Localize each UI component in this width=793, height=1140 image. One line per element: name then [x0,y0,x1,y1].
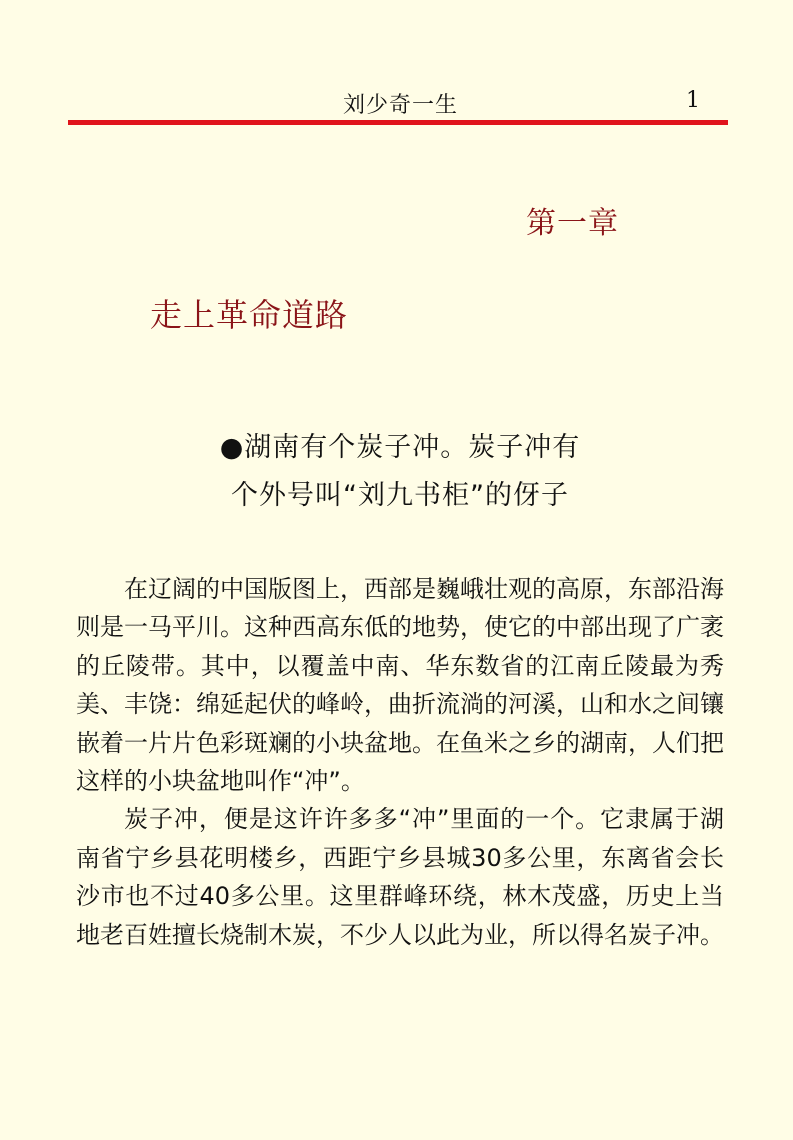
section-heading [150,424,650,520]
chapter-label: 第一章 [526,206,619,241]
book-title: 刘少奇一生 [343,93,459,118]
section-heading-line-2: 个外号叫“刘九书柜”的伢子 [231,480,569,511]
header-divider [68,120,728,125]
paragraph-2: 炭子冲，便是这许许多多“冲”里面的一个。它隶属于湖南省宁乡县花明楼乡，西距宁乡县城30多公里，东离省会长沙市也不过40多公里。这里群峰环绕，林木茂盛，历史上当地老百姓擅长烧制木炭，不少人以此为业，所以得名炭子冲。 [76,805,724,949]
paragraph-1: 在辽阔的中国版图上，西部是巍峨壮观的高原，东部沿海则是一马平川。这种西高东低的地势，使它的中部出现了广袤的丘陵带。其中，以覆盖中南、华东数省的江南丘陵最为秀美、丰饶：绵延起伏的峰岭，曲折流淌的河溪，山和水之间镶嵌着一片片色彩斑斓的小块盆地。在鱼米之乡的湖南，人们把这样的小块盆地叫作“冲”。 [76,575,724,796]
section-heading-line-1: ●湖南有个炭子冲。炭子冲有 [219,432,581,463]
page-number: 1 [686,88,700,113]
chapter-title: 走上革命道路 [150,296,349,334]
body-text [76,570,724,954]
